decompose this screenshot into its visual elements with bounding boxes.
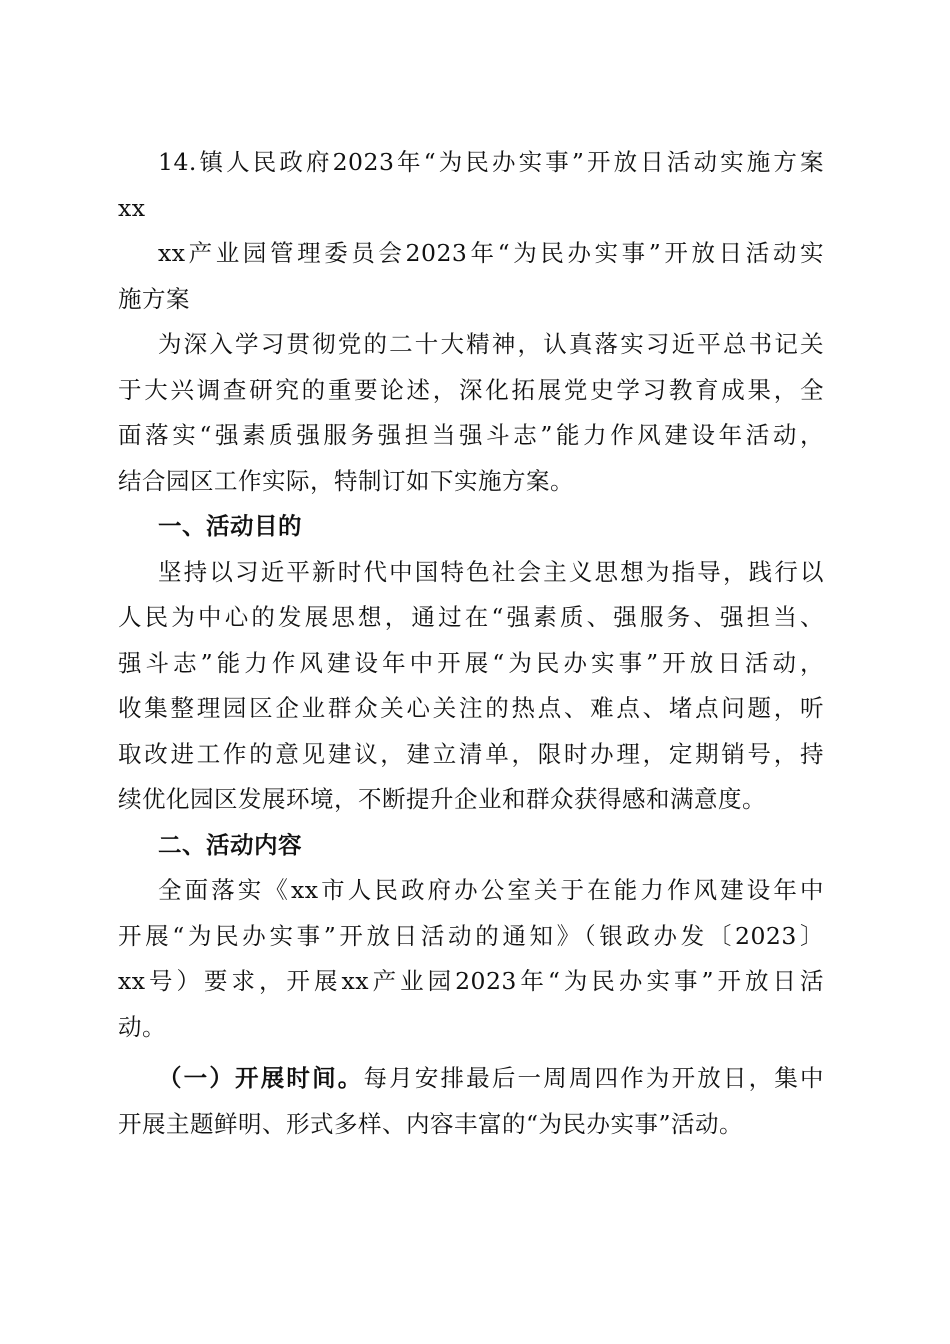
purpose-paragraph-line: 取改进工作的意见建议，建立清单，限时办理，定期销号，持 — [118, 739, 824, 768]
title-line: 14.镇人民政府2023年“为民办实事”开放日活动实施方案 — [158, 148, 824, 176]
section-heading-content: 二、活动内容 — [158, 830, 302, 859]
content-paragraph-line: 动。 — [118, 1012, 166, 1041]
item-time-line-continued: 开展主题鲜明、形式多样、内容丰富的“为民办实事”活动。 — [118, 1109, 744, 1138]
purpose-paragraph-line: 收集整理园区企业群众关心关注的热点、难点、堵点问题，听 — [118, 694, 824, 722]
document-body — [118, 140, 824, 1147]
title-line-continued: xx — [118, 193, 146, 222]
intro-paragraph-line: 于大兴调查研究的重要论述，深化拓展党史学习教育成果，全 — [118, 375, 824, 404]
purpose-paragraph-line: 坚持以习近平新时代中国特色社会主义思想为指导，践行以 — [158, 557, 824, 586]
item-time-text: 每月安排最后一周周四作为开放日，集中 — [363, 1064, 825, 1092]
subtitle-line-continued: 施方案 — [118, 284, 190, 313]
content-paragraph-line: xx号）要求，开展xx产业园2023年“为民办实事”开放日活 — [118, 967, 824, 995]
intro-paragraph-line: 为深入学习贯彻党的二十大精神，认真落实习近平总书记关 — [158, 330, 824, 358]
purpose-paragraph-line: 强斗志”能力作风建设年中开展“为民办实事”开放日活动， — [118, 648, 824, 677]
intro-paragraph-line: 结合园区工作实际，特制订如下实施方案。 — [118, 466, 574, 495]
purpose-paragraph-line: 续优化园区发展环境，不断提升企业和群众获得感和满意度。 — [118, 785, 766, 813]
purpose-paragraph-line: 人民为中心的发展思想，通过在“强素质、强服务、强担当、 — [118, 603, 824, 631]
content-paragraph-line: 全面落实《xx市人民政府办公室关于在能力作风建设年中 — [158, 876, 824, 904]
item-time-line — [118, 1056, 824, 1102]
section-heading-purpose: 一、活动目的 — [158, 512, 302, 540]
item-time-label: （一）开展时间。 — [158, 1064, 364, 1092]
intro-paragraph-line: 面落实“强素质强服务强担当强斗志”能力作风建设年活动， — [118, 421, 824, 449]
content-paragraph-line: 开展“为民办实事”开放日活动的通知》（银政办发〔2023〕 — [118, 921, 824, 950]
subtitle-line: xx产业园管理委员会2023年“为民办实事”开放日活动实 — [158, 239, 824, 267]
